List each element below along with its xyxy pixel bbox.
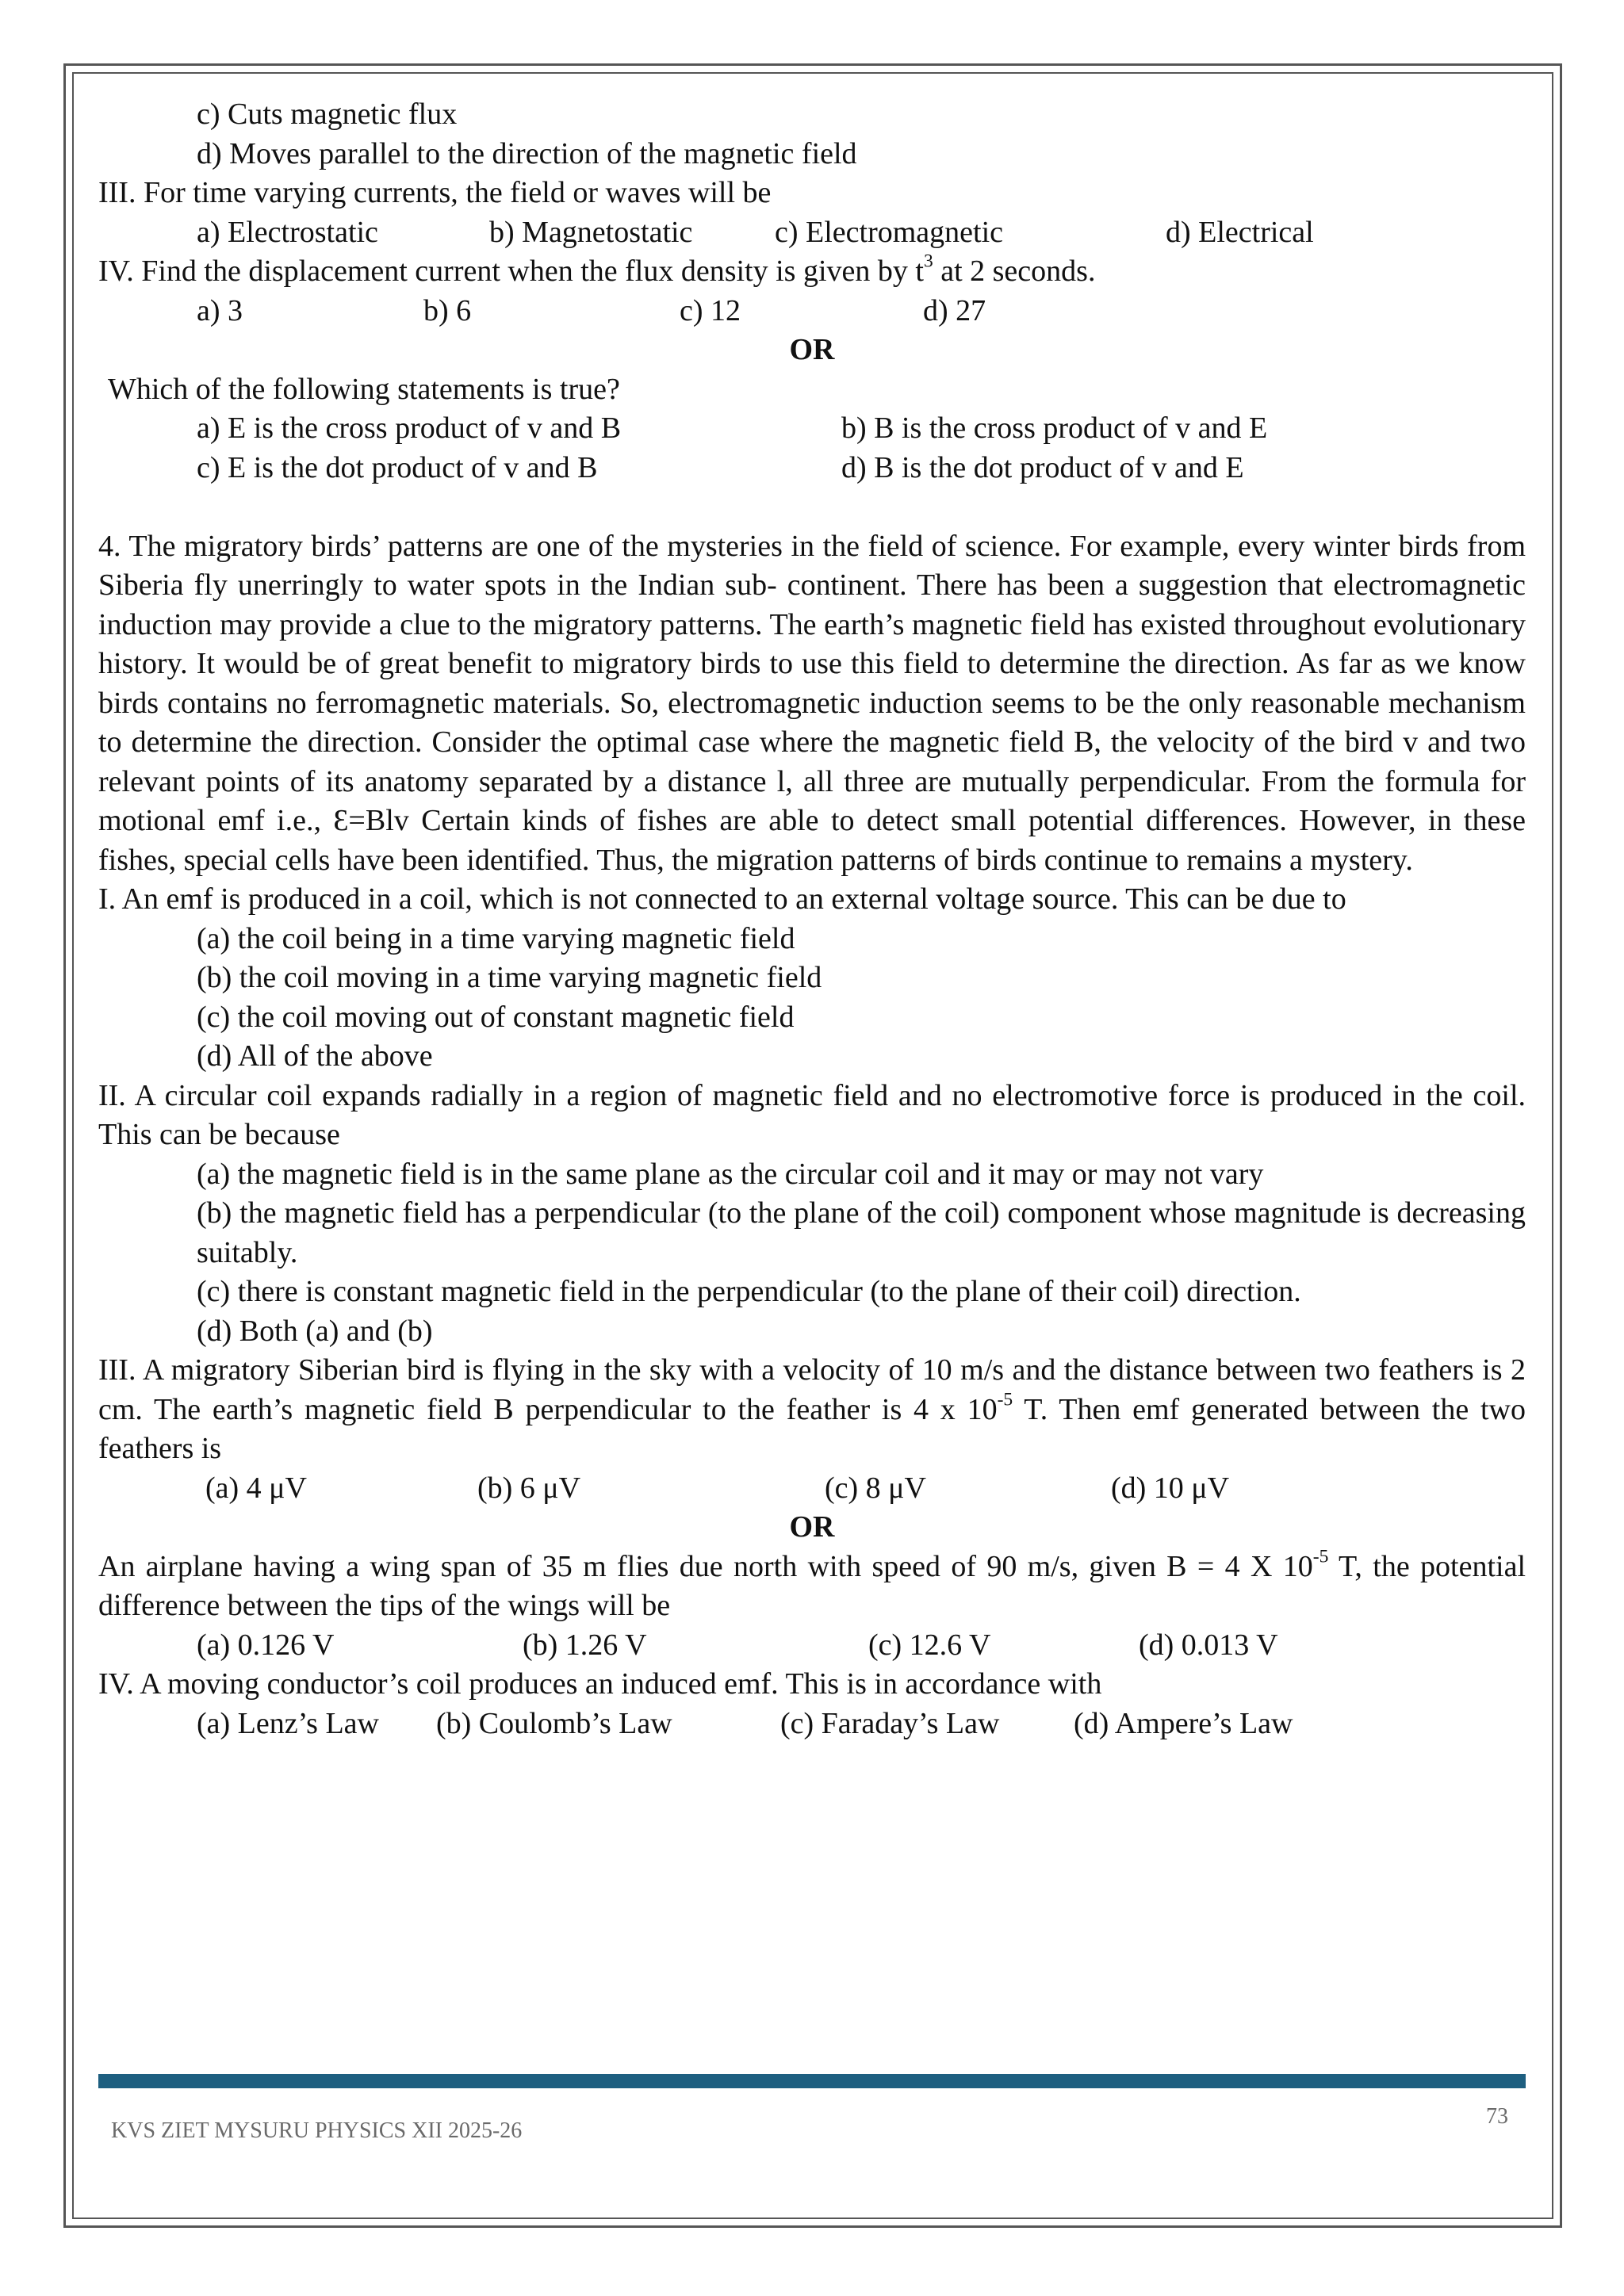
option: a) 3: [197, 293, 243, 327]
option: (c) Faraday’s Law: [780, 1706, 1000, 1740]
option: (d) 10 μV: [1111, 1471, 1230, 1505]
q4-iii-options: [98, 1469, 1526, 1509]
q4-ii-option: (c) there is constant magnetic field in the perpendicular (to the plane of their coil) direction.: [197, 1275, 1301, 1308]
q4-passage: 4. The migratory birds’ patterns are one of the mysteries in the field of science. For example, every winter birds from Siberia fly unerringly to water spots in the Indian sub- continent. There has been a suggestion that electromagnetic induction may provide a clue to the migratory patterns. The earth’s magnetic field has existed throughout evolutionary history. It would be of great benefit to migratory birds to use this field to determine the direction. As far as we know birds contains no ferromagnetic materials. So, electromagnetic induction seems to be the only reasonable mechanism to determine the direction. Consider the optimal case where the magnetic field B, the velocity of the bird v and two relevant points of its anatomy separated by a distance l, all three are mutually perpendicular. From the formula for motional emf i.e., Ɛ=Blv Certain kinds of fishes are able to detect small potential differences. However, in these fishes, special cells have been identified. Thus, the migration patterns of birds continue to remains a mystery.: [98, 529, 1526, 877]
prev-option-c: c) Cuts magnetic flux: [197, 98, 458, 131]
q4-alt-question: An airplane having a wing span of 35 m flies due north with speed of 90 m/s, given B = 4 X $10^{-5}$ T, the potential difference between the tips of the wings will be: [98, 1545, 1526, 1622]
q4-i-option: (a) the coil being in a time varying magnetic field: [197, 921, 795, 955]
footer-text: KVS ZIET MYSURU PHYSICS XII 2025-26: [111, 2118, 523, 2143]
page-number: 73: [1486, 2104, 1508, 2129]
option: (c) 8 μV: [825, 1471, 926, 1505]
q4-i-option: (d) All of the above: [197, 1039, 433, 1073]
option: a) Electrostatic: [197, 215, 378, 249]
q4-i-question: I. An emf is produced in a coil, which is not connected to an external voltage source. This can be due to: [98, 882, 1346, 916]
q4-iii-question: III. A migratory Siberian bird is flying in the sky with a velocity of 10 m/s and the distance between two feathers is 2 cm. The earth’s magnetic field B perpendicular to the feather is 4 x $10^{-5}$ T. Then emf generated between the two feathers is: [98, 1353, 1526, 1465]
spacer: [98, 488, 1526, 527]
page-content: [98, 95, 1526, 1743]
prev-question-iii-options: [98, 213, 1526, 253]
prev-question-iii: III. For time varying currents, the field or waves will be: [98, 176, 772, 209]
option: (b) 1.26 V: [523, 1628, 647, 1662]
or-label: OR: [789, 333, 835, 366]
option: b) 6: [423, 293, 472, 327]
option: d) Electrical: [1166, 215, 1314, 249]
prev-question-iv: IV. Find the displacement current when the flux density is given by $t^3$ at 2 seconds.: [98, 251, 1096, 288]
option: c) Electromagnetic: [775, 215, 1004, 249]
option: a) E is the cross product of v and B: [197, 411, 622, 445]
option: (b) 6 μV: [477, 1471, 581, 1505]
q4-ii-option: (b) the magnetic field has a perpendicular (to the plane of the coil) component whose magnitude is decreasing suitably.: [197, 1196, 1526, 1269]
option: (a) Lenz’s Law: [197, 1706, 379, 1740]
option: (a) 4 μV: [205, 1471, 307, 1505]
q4-ii-question: II. A circular coil expands radially in a region of magnetic field and no electromotive force is produced in the coil. This can be because: [98, 1078, 1526, 1151]
prev-alt-options-row-2: [98, 449, 1526, 488]
option: (d) 0.013 V: [1139, 1628, 1278, 1662]
option: c) E is the dot product of v and B: [197, 450, 598, 484]
prev-alt-options-row-1: [98, 409, 1526, 449]
q4-iv-options: [98, 1705, 1526, 1744]
option: b) B is the cross product of v and E: [841, 411, 1268, 445]
q4-ii-option: (a) the magnetic field is in the same plane as the circular coil and it may or may not vary: [197, 1157, 1264, 1191]
q4-ii-option: (d) Both (a) and (b): [197, 1314, 433, 1348]
prev-question-iv-options: [98, 292, 1526, 331]
option: (c) 12.6 V: [868, 1628, 991, 1662]
option: d) 27: [923, 293, 986, 327]
option: (d) Ampere’s Law: [1074, 1706, 1293, 1740]
footer-divider-bar: [98, 2074, 1526, 2088]
option: (b) Coulomb’s Law: [436, 1706, 672, 1740]
option: b) Magnetostatic: [489, 215, 693, 249]
q4-iv-question: IV. A moving conductor’s coil produces an induced emf. This is in accordance with: [98, 1667, 1102, 1701]
option: (a) 0.126 V: [197, 1628, 335, 1662]
q4-i-option: (b) the coil moving in a time varying magnetic field: [197, 961, 822, 994]
or-label: OR: [789, 1510, 835, 1544]
option: d) B is the dot product of v and E: [841, 450, 1244, 484]
prev-option-d: d) Moves parallel to the direction of the magnetic field: [197, 136, 857, 170]
prev-alt-question: Which of the following statements is true?: [108, 372, 620, 406]
q4-alt-options: [98, 1626, 1526, 1666]
option: c) 12: [680, 293, 741, 327]
q4-i-option: (c) the coil moving out of constant magnetic field: [197, 1000, 795, 1034]
